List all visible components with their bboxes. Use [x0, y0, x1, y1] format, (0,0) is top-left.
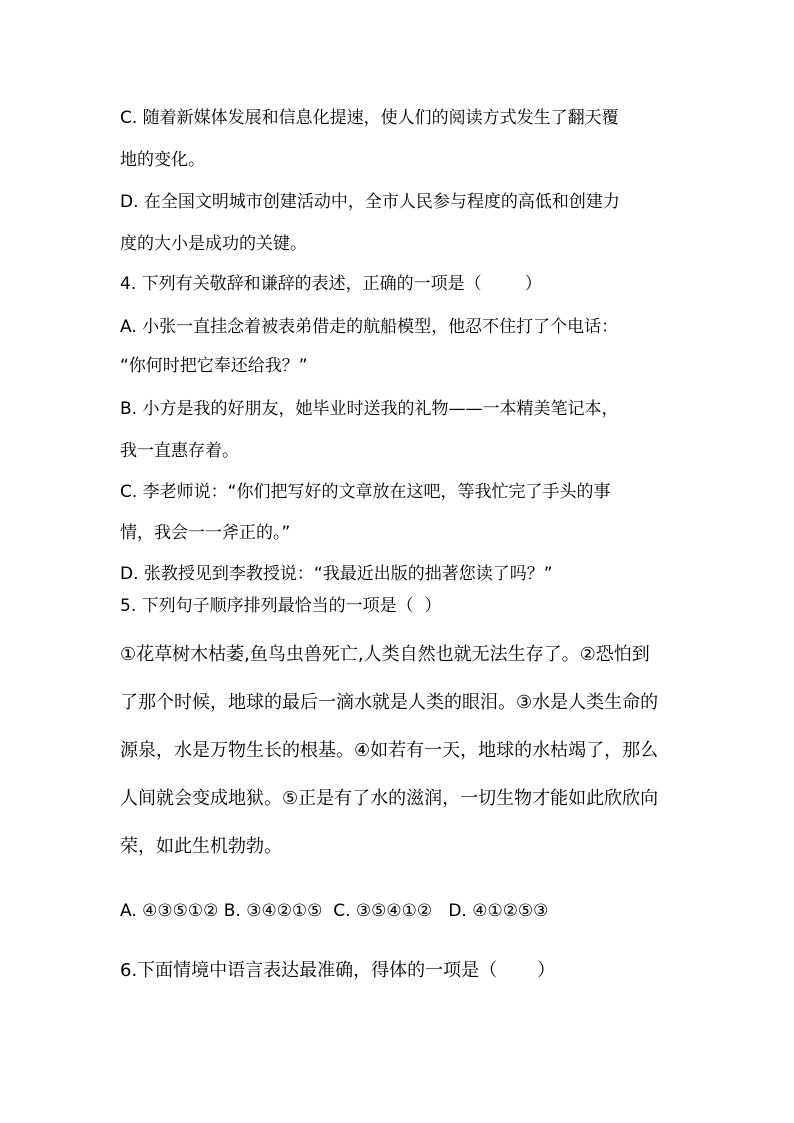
q5-passage-line-4: 人间就会变成地狱。⑤正是有了水的滋润，一切生物才能如此欣欣向	[120, 788, 659, 809]
question-4-stem: 4. 下列有关敬辞和谦辞的表述，正确的一项是（ ）	[120, 274, 542, 294]
q5-passage-line-1: ①花草树木枯萎,鱼鸟虫兽死亡,人类自然也就无法生存了。②恐怕到	[120, 644, 650, 665]
q4-option-b-line-1: B. 小方是我的好朋友，她毕业时送我的礼物——一本精美笔记本，	[120, 399, 619, 419]
question-5-stem: 5. 下列句子顺序排列最恰当的一项是（ ）	[120, 596, 442, 616]
q4-option-a-line-2: “你何时把它奉还给我？”	[120, 356, 308, 376]
option-d-line-1: D. 在全国文明城市创建活动中，全市人民参与程度的高低和创建力	[120, 192, 620, 212]
q4-option-c-line-1: C. 李老师说：“你们把写好的文章放在这吧，等我忙完了手头的事	[120, 482, 611, 502]
q4-option-a-line-1: A. 小张一直挂念着被表弟借走的航船模型，他忍不住打了个电话：	[120, 317, 619, 337]
q4-option-d-line: D. 张教授见到李教授说：“我最近出版的拙著您读了吗？”	[120, 564, 553, 584]
option-c-line-2: 地的变化。	[120, 150, 205, 170]
q5-passage-line-3: 源泉，水是万物生长的根基。④如若有一天，地球的水枯竭了，那么	[120, 740, 659, 761]
q5-options: A. ④③⑤①② B. ③④②①⑤ C. ③⑤④①② D. ④①②⑤③	[120, 901, 549, 921]
option-c-line-1: C. 随着新媒体发展和信息化提速，使人们的阅读方式发生了翻天覆	[120, 108, 619, 128]
q5-passage-line-2: 了那个时候，地球的最后一滴水就是人类的眼泪。③水是人类生命的	[120, 692, 659, 713]
q4-option-c-line-2: 情，我会一一斧正的。”	[120, 523, 291, 543]
q5-passage-line-5: 荣，如此生机勃勃。	[120, 836, 282, 857]
q4-option-b-line-2: 我一直惠存着。	[120, 441, 239, 461]
question-6-stem: 6.下面情境中语言表达最准确，得体的一项是（ ）	[120, 960, 556, 981]
option-d-line-2: 度的大小是成功的关键。	[120, 234, 307, 254]
